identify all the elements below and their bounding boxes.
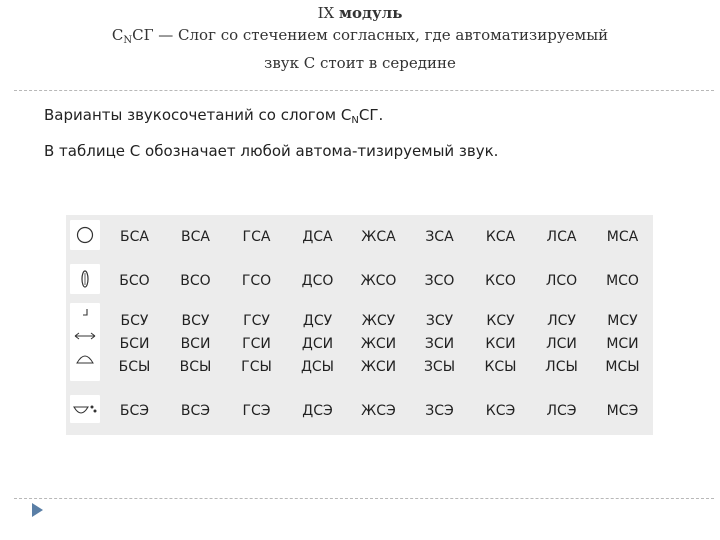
module-number: IX — [317, 4, 335, 22]
syllable-table — [66, 215, 653, 435]
top-divider — [14, 90, 714, 91]
syllable: БСИ — [119, 335, 150, 352]
syllable: ДСЫ — [300, 358, 335, 375]
table-cell: КСА — [485, 229, 516, 245]
table-cell: КСЭ — [485, 402, 516, 419]
table-cell: ЖСА — [361, 229, 396, 245]
table-row — [66, 386, 653, 435]
syllable: МСИ — [606, 335, 639, 352]
table-cell: МСА — [606, 229, 639, 245]
syllable: БСЫ — [118, 358, 151, 375]
body-line-2: В таблице С обозначает любой автома-тизируемый звук. — [44, 142, 499, 160]
table-cell — [409, 302, 470, 386]
table-cell: ЗСА — [425, 229, 454, 245]
syllable: ЛСУ — [547, 312, 576, 329]
table-cell: ДСО — [301, 272, 334, 289]
table-cell: ГСО — [241, 272, 272, 289]
arc-icon — [77, 356, 93, 363]
syllable: ЖСУ — [361, 312, 396, 329]
body-subscript: N — [351, 115, 359, 126]
table-cell: ЗСЭ — [425, 402, 454, 419]
icon-frame — [70, 220, 100, 250]
syllable: ЛСИ — [546, 335, 577, 352]
table-cell: ВСО — [180, 272, 211, 289]
title-line-1 — [0, 24, 720, 52]
table-row — [66, 302, 653, 386]
ellipse-icon — [70, 264, 100, 294]
body-line-1-text: Варианты звукосочетаний со слогом С — [44, 106, 352, 124]
table-cell: ЖСО — [360, 272, 397, 289]
circle-icon — [70, 220, 100, 250]
syllable: КСУ — [486, 312, 515, 329]
table-cell: БСЭ — [119, 402, 150, 419]
syllable: ДСУ — [302, 312, 333, 329]
hook-arrow-arc-icons — [70, 303, 100, 381]
syllable: ЗСЫ — [423, 358, 456, 375]
table-cell — [226, 302, 287, 386]
hook-icon — [83, 309, 87, 315]
icon-frame — [70, 303, 100, 381]
title-subscript: N — [123, 35, 133, 46]
syllable: ЖСИ — [360, 358, 397, 375]
syllable: КСЫ — [484, 358, 517, 375]
table-cell — [592, 302, 653, 386]
table-cell: ВСЭ — [180, 402, 211, 419]
syllable: БСУ — [120, 312, 149, 329]
syllable: ГСУ — [243, 312, 270, 329]
table-cell: ДСА — [302, 229, 333, 245]
face-icon — [70, 395, 100, 423]
icon-cell — [66, 302, 104, 386]
table-cell: БСА — [120, 229, 149, 245]
title-line-2: звук С стоит в середине — [264, 54, 456, 72]
table-cell — [165, 302, 226, 386]
table-cell: ГСЭ — [242, 402, 271, 419]
body-line-1-end: СГ. — [358, 106, 384, 124]
bottom-divider — [14, 498, 714, 499]
table-cell: МСО — [606, 272, 639, 289]
icon-cell — [66, 215, 104, 259]
table-cell — [287, 302, 348, 386]
icon-frame — [70, 264, 100, 294]
table-cell — [104, 302, 165, 386]
table-cell — [470, 302, 531, 386]
module-heading — [0, 2, 720, 24]
table-cell: БСО — [119, 272, 150, 289]
title-c: С — [111, 26, 124, 44]
table-cell: ЖСЭ — [361, 402, 396, 419]
table-cell: ГСА — [242, 229, 271, 245]
syllable: КСИ — [485, 335, 516, 352]
syllable: ЗСУ — [425, 312, 454, 329]
syllable: ГСИ — [242, 335, 271, 352]
table-cell: ЗСО — [424, 272, 455, 289]
table-cell: ЛСЭ — [546, 402, 577, 419]
icon-cell — [66, 259, 104, 302]
arrow-icon — [75, 333, 95, 339]
body-line-1 — [44, 100, 684, 136]
table-row — [66, 259, 653, 302]
slide-title — [0, 2, 720, 74]
syllable: ВСУ — [181, 312, 210, 329]
syllable: ДСИ — [301, 335, 334, 352]
table-cell: МСЭ — [606, 402, 639, 419]
module-word: модуль — [338, 4, 403, 22]
table-cell: ЛСО — [545, 272, 578, 289]
syllable: ЛСЫ — [545, 358, 578, 375]
icon-cell — [66, 386, 104, 435]
title-text: СГ — Слог со стечением согласных, где автоматизируемый — [132, 26, 609, 44]
table-cell: КСО — [485, 272, 516, 289]
table-cell — [348, 302, 409, 386]
icon-frame — [70, 395, 100, 423]
bullet-arrow-icon — [32, 503, 43, 517]
table-cell: ДСЭ — [302, 402, 333, 419]
syllable: ГСЫ — [241, 358, 272, 375]
table-cell: ВСА — [181, 229, 210, 245]
table-cell — [531, 302, 592, 386]
syllable: ВСЫ — [179, 358, 212, 375]
syllable: ВСИ — [180, 335, 211, 352]
syllable: ЗСИ — [424, 335, 455, 352]
body-text — [44, 100, 684, 167]
syllable: МСУ — [607, 312, 638, 329]
syllable: МСЫ — [605, 358, 640, 375]
table-cell: ЛСА — [546, 229, 577, 245]
table-row — [66, 215, 653, 259]
syllable: ЖСИ — [360, 335, 397, 352]
